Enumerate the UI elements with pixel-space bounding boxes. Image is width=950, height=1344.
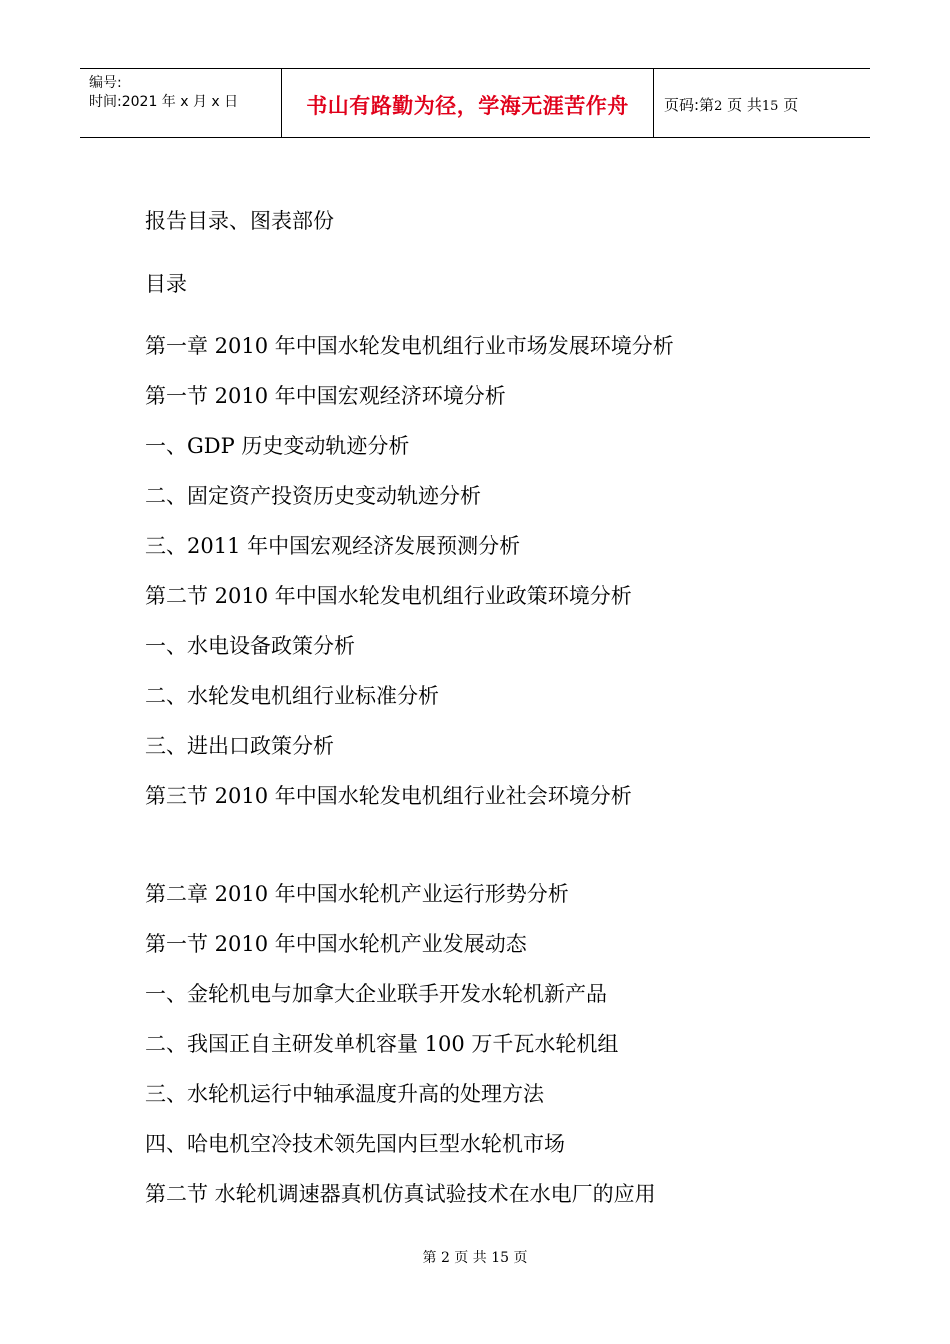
header-page-indicator (664, 94, 798, 115)
toc-item: 二、固定资产投资历史变动轨迹分析 (145, 484, 481, 508)
toc-item: 一、GDP 历史变动轨迹分析 (145, 434, 410, 458)
toc-heading: 目录 (145, 272, 187, 296)
document-header (80, 68, 870, 138)
toc-item: 四、哈电机空冷技术领先国内巨型水轮机市场 (145, 1132, 565, 1156)
toc-chapter-1: 第一章 2010 年中国水轮发电机组行业市场发展环境分析 (145, 334, 674, 358)
header-info-cell (80, 69, 282, 137)
toc-section: 第三节 2010 年中国水轮发电机组行业社会环境分析 (145, 784, 632, 808)
toc-item: 三、进出口政策分析 (145, 734, 334, 758)
toc-item: 三、水轮机运行中轴承温度升高的处理方法 (145, 1082, 544, 1106)
page-mid: 页 共 (727, 96, 762, 114)
header-motto-cell (282, 69, 654, 137)
document-time-label: 时间:2021 年 x 月 x 日 (89, 94, 239, 110)
document-number-label: 编号: (89, 75, 122, 91)
toc-item: 二、水轮发电机组行业标准分析 (145, 684, 439, 708)
toc-section: 第一节 2010 年中国水轮机产业发展动态 (145, 932, 527, 956)
page-footer: 第 2 页 共 15 页 (422, 1250, 528, 1266)
section-title: 报告目录、图表部份 (145, 209, 334, 233)
page-prefix: 页码:第 (664, 96, 715, 114)
page-suffix: 页 (783, 96, 799, 114)
toc-item: 一、水电设备政策分析 (145, 634, 355, 658)
page-number: 2 (714, 99, 723, 114)
header-motto: 书山有路勤为径，学海无涯苦作舟 (306, 94, 629, 118)
toc-chapter-2: 第二章 2010 年中国水轮机产业运行形势分析 (145, 882, 569, 906)
toc-item: 二、我国正自主研发单机容量 100 万千瓦水轮机组 (145, 1032, 619, 1056)
toc-item: 三、2011 年中国宏观经济发展预测分析 (145, 534, 521, 558)
toc-section: 第一节 2010 年中国宏观经济环境分析 (145, 384, 506, 408)
header-page-cell (654, 69, 870, 137)
toc-item: 一、金轮机电与加拿大企业联手开发水轮机新产品 (145, 982, 607, 1006)
toc-section: 第二节 水轮机调速器真机仿真试验技术在水电厂的应用 (145, 1182, 656, 1206)
page-total: 15 (761, 99, 779, 114)
toc-section: 第二节 2010 年中国水轮发电机组行业政策环境分析 (145, 584, 632, 608)
